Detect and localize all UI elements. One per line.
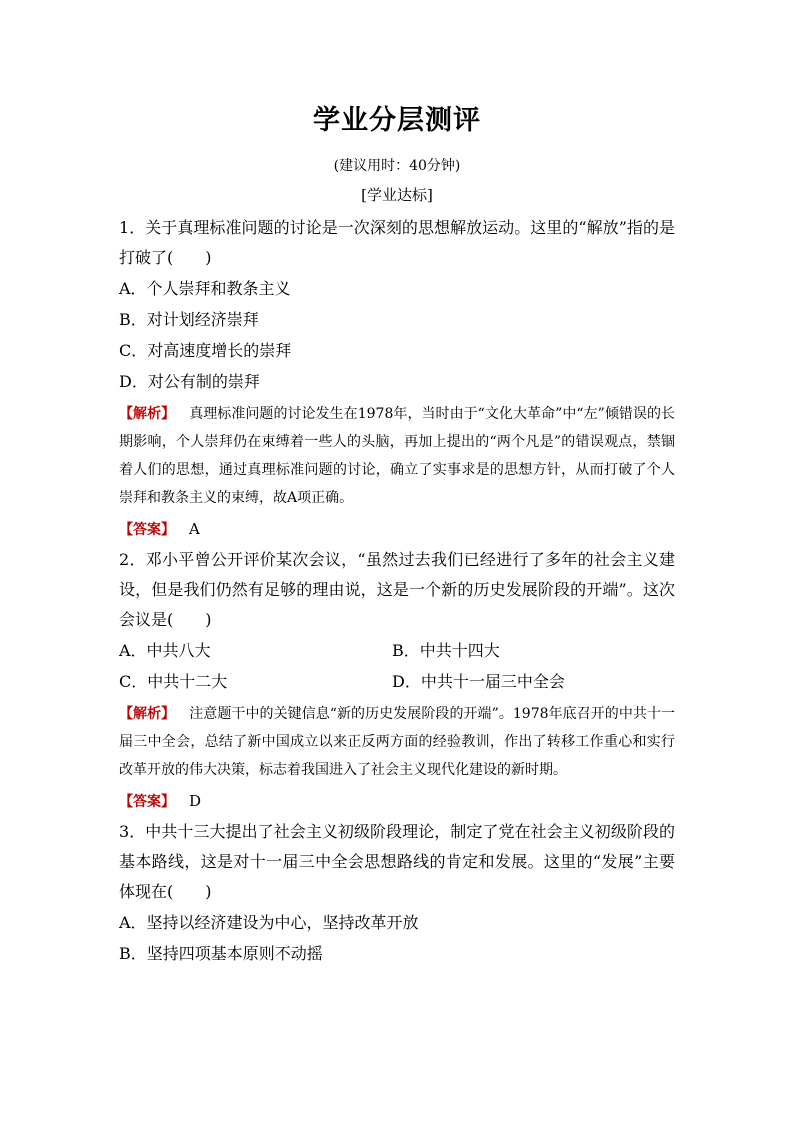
option-c: C．对高速度增长的崇拜 xyxy=(119,341,292,360)
question-stem: 2．邓小平曾公开评价某次会议，“虽然过去我们已经进行了多年的社会主义建设，但是我们仍然有足够的理由说，这是一个新的历史发展阶段的开端”。这次会议是( ) xyxy=(119,550,675,629)
question-list xyxy=(119,213,675,969)
option-c: C．中共十二大 xyxy=(119,672,228,691)
answer-value: A xyxy=(189,520,200,538)
option-d: D．对公有制的崇拜 xyxy=(119,372,260,391)
question-3 xyxy=(119,817,675,969)
options-grid xyxy=(119,635,675,697)
option-a: A．中共八大 xyxy=(119,641,211,660)
question-2 xyxy=(119,545,675,817)
answer-label: 【答案】 xyxy=(119,794,175,810)
answer-block xyxy=(119,514,675,545)
analysis-block xyxy=(119,400,675,512)
question-1 xyxy=(119,213,675,545)
analysis-text: 真理标准问题的讨论发生在1978年，当时由于“文化大革命”中“左”倾错误的长期影响，个人崇拜仍在束缚着一些人的头脑，再加上提出的“两个凡是”的错误观点，禁锢着人们的思想，通过真理标准问题的讨论，确立了实事求是的思想方针，从而打破了个人崇拜和教条主义的束缚，故A项正确。 xyxy=(119,406,675,506)
answer-block xyxy=(119,786,675,817)
analysis-text: 注意题干中的关键信息“新的历史发展阶段的开端”。1978年底召开的中共十一届三中全会，总结了新中国成立以来正反两方面的经验教训，作出了转移工作重心和实行改革开放的伟大决策，标志着我国进入了社会主义现代化建设的新时期。 xyxy=(119,706,676,778)
analysis-label: 【解析】 xyxy=(119,706,176,722)
question-stem: 3．中共十三大提出了社会主义初级阶段理论，制定了党在社会主义初级阶段的基本路线，这是对十一届三中全会思想路线的肯定和发展。这里的“发展”主要体现在( ) xyxy=(119,822,675,901)
option-d: D．中共十一届三中全会 xyxy=(392,672,565,691)
option-a: A．个人崇拜和教条主义 xyxy=(119,279,291,298)
answer-value: D xyxy=(189,792,202,810)
analysis-label: 【解析】 xyxy=(119,406,176,422)
analysis-block xyxy=(119,700,675,784)
question-stem: 1．关于真理标准问题的讨论是一次深刻的思想解放运动。这里的“解放”指的是打破了( ) xyxy=(119,218,675,267)
time-suggestion: (建议用时：40分钟) xyxy=(333,158,461,174)
answer-label: 【答案】 xyxy=(119,522,175,538)
option-b: B．坚持四项基本原则不动摇 xyxy=(119,944,323,963)
option-b: B．中共十四大 xyxy=(392,641,500,660)
page-title: 学业分层测评 xyxy=(313,105,481,136)
option-a: A．坚持以经济建设为中心，坚持改革开放 xyxy=(119,913,419,932)
section-heading: [学业达标] xyxy=(361,186,433,204)
option-b: B．对计划经济崇拜 xyxy=(119,310,259,329)
